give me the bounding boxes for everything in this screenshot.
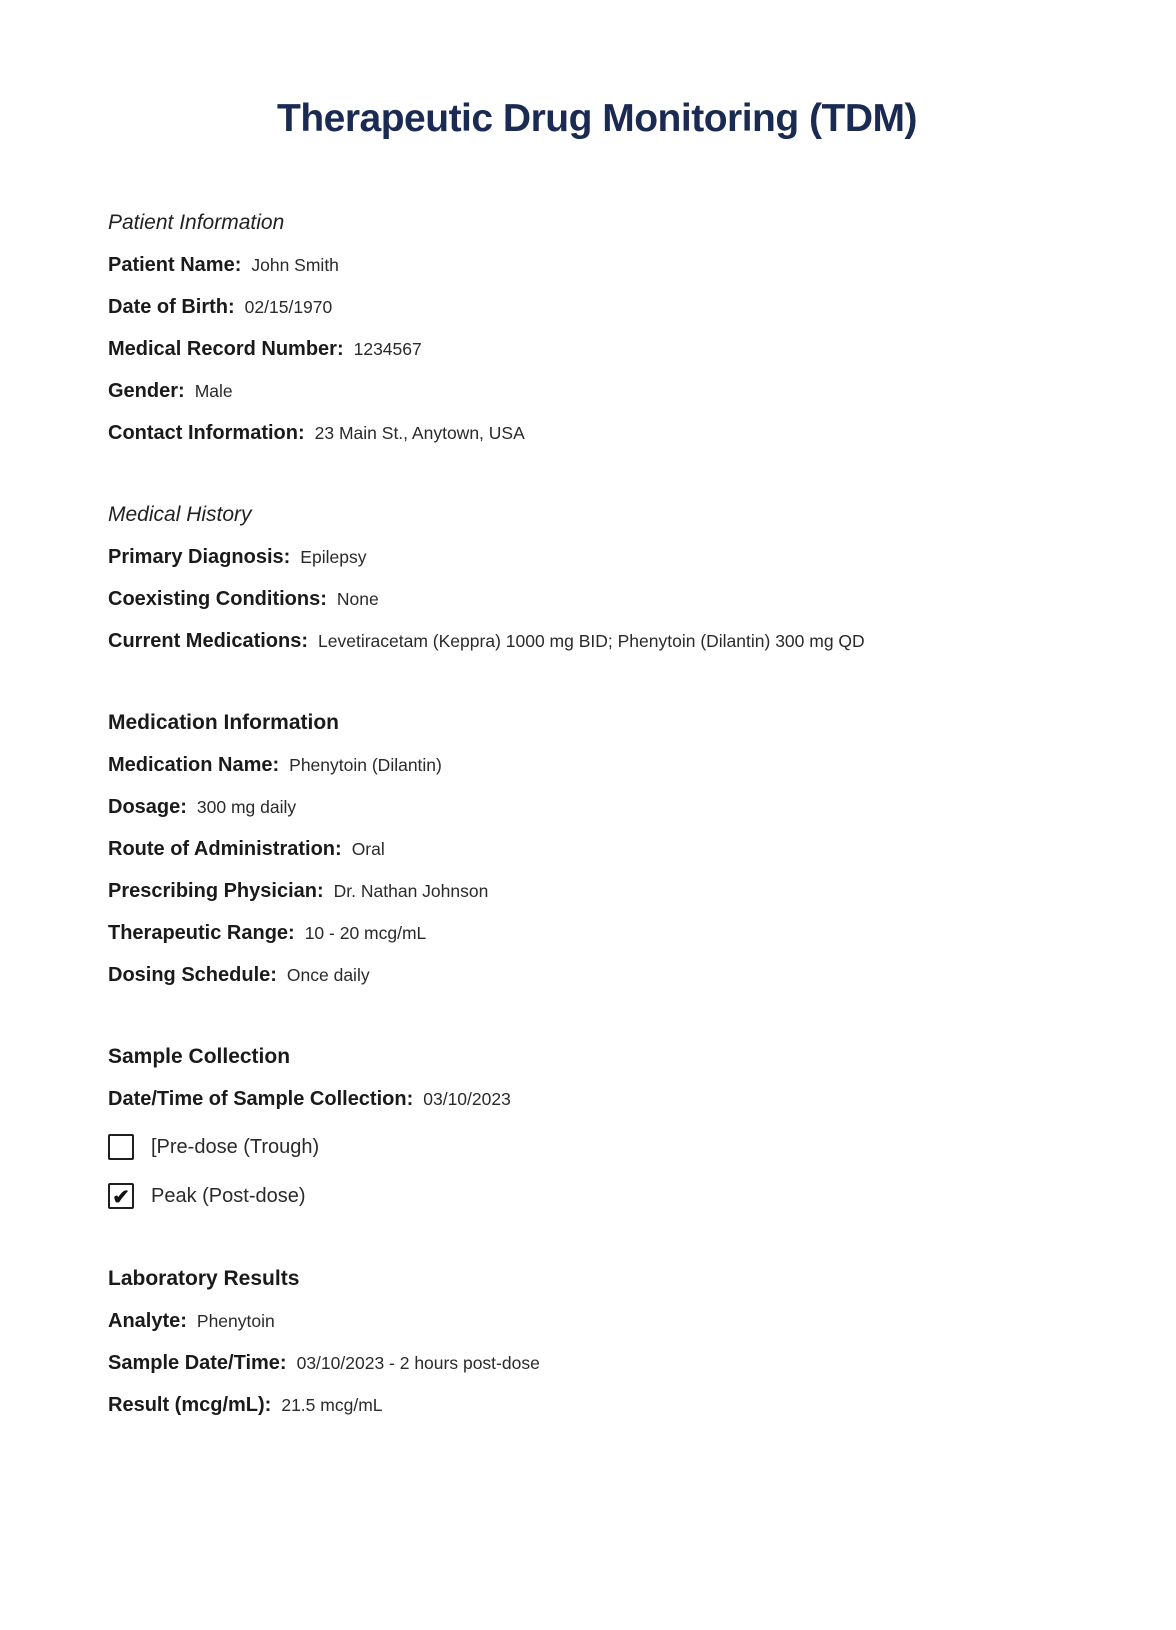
field-value: John Smith <box>251 255 339 275</box>
section-medication-information <box>108 711 1086 987</box>
field-sample-datetime <box>108 1352 1086 1375</box>
field-label: Route of Administration: <box>108 838 342 860</box>
field-result <box>108 1394 1086 1417</box>
field-gender <box>108 380 1086 403</box>
field-contact-information <box>108 422 1086 445</box>
field-label: Dosage: <box>108 796 187 818</box>
field-value: Oral <box>351 839 385 859</box>
field-label: Primary Diagnosis: <box>108 546 291 568</box>
section-sample-collection <box>108 1045 1086 1209</box>
section-heading-laboratory-results: Laboratory Results <box>108 1267 300 1290</box>
section-patient-information <box>108 211 1086 445</box>
field-value: None <box>336 589 379 609</box>
field-value: Once daily <box>286 965 370 985</box>
field-value: 300 mg daily <box>196 797 297 817</box>
field-sample-collection-datetime <box>108 1088 1086 1111</box>
checkmark-icon: ✔ <box>112 1185 130 1209</box>
field-label: Date of Birth: <box>108 296 235 318</box>
page-title: Therapeutic Drug Monitoring (TDM) <box>277 97 917 140</box>
field-route-of-administration <box>108 838 1086 861</box>
field-current-medications <box>108 630 1086 653</box>
field-value: Levetiracetam (Keppra) 1000 mg BID; Phenytoin (Dilantin) 300 mg QD <box>318 631 865 651</box>
field-label: Date/Time of Sample Collection: <box>108 1088 414 1110</box>
field-label: Dosing Schedule: <box>108 964 277 986</box>
field-value: Phenytoin <box>196 1311 275 1331</box>
section-heading-patient-information: Patient Information <box>108 211 285 234</box>
field-medical-record-number <box>108 338 1086 361</box>
field-coexisting-conditions <box>108 588 1086 611</box>
field-value: Epilepsy <box>300 547 367 567</box>
field-primary-diagnosis <box>108 546 1086 569</box>
peak-checkbox[interactable] <box>108 1183 134 1209</box>
predose-checkbox[interactable] <box>108 1134 134 1160</box>
field-label: Therapeutic Range: <box>108 922 295 944</box>
field-therapeutic-range <box>108 922 1086 945</box>
peak-checkbox-row <box>108 1183 1086 1209</box>
section-heading-medical-history: Medical History <box>108 503 252 526</box>
field-value: 03/10/2023 <box>423 1089 511 1109</box>
field-prescribing-physician <box>108 880 1086 903</box>
section-heading-sample-collection: Sample Collection <box>108 1045 291 1068</box>
field-value: Dr. Nathan Johnson <box>333 881 489 901</box>
field-medication-name <box>108 754 1086 777</box>
field-label: Analyte: <box>108 1310 187 1332</box>
field-value: Phenytoin (Dilantin) <box>289 755 442 775</box>
field-label: Gender: <box>108 380 185 402</box>
field-value: 10 - 20 mcg/mL <box>304 923 427 943</box>
field-analyte <box>108 1310 1086 1333</box>
predose-checkbox-row <box>108 1134 1086 1160</box>
field-patient-name <box>108 254 1086 277</box>
predose-checkbox-label: [Pre-dose (Trough) <box>151 1135 320 1158</box>
field-dosage <box>108 796 1086 819</box>
peak-checkbox-label: Peak (Post-dose) <box>151 1184 306 1207</box>
field-label: Prescribing Physician: <box>108 880 324 902</box>
field-value: 02/15/1970 <box>244 297 333 317</box>
field-label: Patient Name: <box>108 254 242 276</box>
field-value: 03/10/2023 - 2 hours post-dose <box>296 1353 540 1373</box>
field-label: Medical Record Number: <box>108 338 344 360</box>
field-label: Result (mcg/mL): <box>108 1394 272 1416</box>
field-label: Coexisting Conditions: <box>108 588 327 610</box>
field-value: 21.5 mcg/mL <box>281 1395 383 1415</box>
section-laboratory-results <box>108 1267 1086 1417</box>
field-label: Contact Information: <box>108 422 305 444</box>
field-label: Sample Date/Time: <box>108 1352 287 1374</box>
field-label: Current Medications: <box>108 630 309 652</box>
field-value: Male <box>194 381 233 401</box>
section-heading-medication-information: Medication Information <box>108 711 339 734</box>
field-date-of-birth <box>108 296 1086 319</box>
field-label: Medication Name: <box>108 754 280 776</box>
section-medical-history <box>108 503 1086 653</box>
field-value: 1234567 <box>353 339 422 359</box>
field-value: 23 Main St., Anytown, USA <box>314 423 525 443</box>
field-dosing-schedule <box>108 964 1086 987</box>
